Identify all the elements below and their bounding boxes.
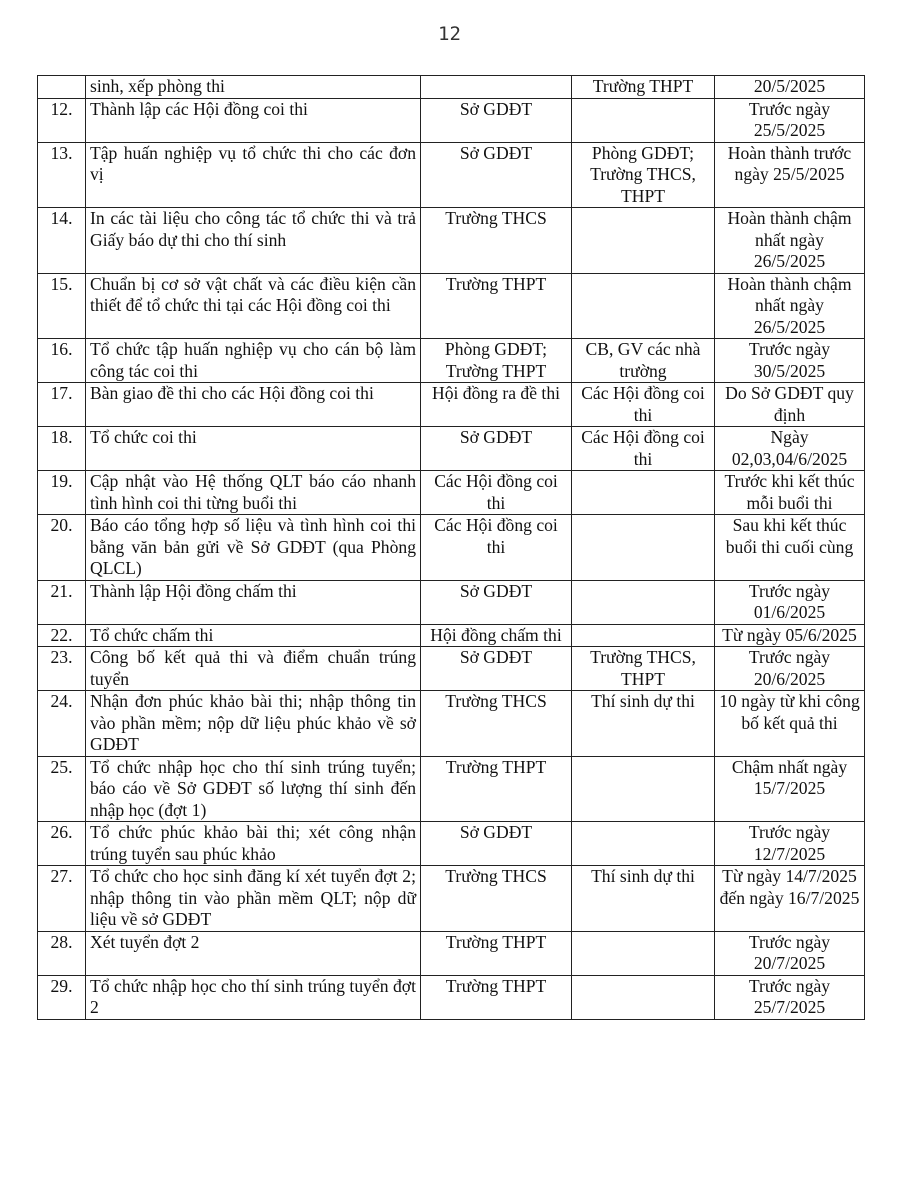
deadline-cell: Từ ngày 14/7/2025 đến ngày 16/7/2025 [715, 866, 865, 932]
task-cell: In các tài liệu cho công tác tổ chức thi và trả Giấy báo dự thi cho thí sinh [86, 208, 421, 274]
row-number: 26. [38, 822, 86, 866]
row-number: 28. [38, 931, 86, 975]
schedule-table-body [38, 76, 865, 1020]
lead-unit-cell: Trường THCS [421, 691, 572, 757]
row-number: 13. [38, 142, 86, 208]
task-cell: Tổ chức tập huấn nghiệp vụ cho cán bộ làm công tác coi thi [86, 339, 421, 383]
lead-unit-cell: Trường THPT [421, 931, 572, 975]
task-cell: Tổ chức cho học sinh đăng kí xét tuyển đợt 2; nhập thông tin vào phần mềm QLT; nộp dữ liệu về sở GDĐT [86, 866, 421, 932]
deadline-cell: Trước ngày 20/6/2025 [715, 647, 865, 691]
deadline-cell: Hoàn thành chậm nhất ngày 26/5/2025 [715, 208, 865, 274]
row-number: 19. [38, 471, 86, 515]
task-cell: Cập nhật vào Hệ thống QLT báo cáo nhanh tình hình coi thi từng buổi thi [86, 471, 421, 515]
task-cell: sinh, xếp phòng thi [86, 76, 421, 99]
deadline-cell: Hoàn thành trước ngày 25/5/2025 [715, 142, 865, 208]
coordinating-unit-cell [572, 756, 715, 822]
row-number: 20. [38, 515, 86, 581]
task-cell: Tập huấn nghiệp vụ tổ chức thi cho các đơn vị [86, 142, 421, 208]
task-cell: Chuẩn bị cơ sở vật chất và các điều kiện cần thiết để tổ chức thi tại các Hội đồng coi thi [86, 273, 421, 339]
row-number [38, 76, 86, 99]
lead-unit-cell: Trường THPT [421, 756, 572, 822]
table-row [38, 515, 865, 581]
lead-unit-cell: Sở GDĐT [421, 822, 572, 866]
table-row [38, 931, 865, 975]
lead-unit-cell: Phòng GDĐT; Trường THPT [421, 339, 572, 383]
deadline-cell: 10 ngày từ khi công bố kết quả thi [715, 691, 865, 757]
coordinating-unit-cell [572, 580, 715, 624]
table-row [38, 339, 865, 383]
lead-unit-cell: Trường THPT [421, 273, 572, 339]
coordinating-unit-cell [572, 624, 715, 647]
lead-unit-cell: Trường THCS [421, 866, 572, 932]
task-cell: Xét tuyển đợt 2 [86, 931, 421, 975]
task-cell: Tổ chức nhập học cho thí sinh trúng tuyển; báo cáo về Sở GDĐT số lượng thí sinh đến nhập học (đợt 1) [86, 756, 421, 822]
deadline-cell: Trước khi kết thúc mỗi buổi thi [715, 471, 865, 515]
table-row [38, 624, 865, 647]
row-number: 29. [38, 975, 86, 1019]
deadline-cell: Trước ngày 30/5/2025 [715, 339, 865, 383]
row-number: 21. [38, 580, 86, 624]
task-cell: Thành lập các Hội đồng coi thi [86, 98, 421, 142]
table-row [38, 383, 865, 427]
row-number: 12. [38, 98, 86, 142]
row-number: 18. [38, 427, 86, 471]
row-number: 16. [38, 339, 86, 383]
deadline-cell: Hoàn thành chậm nhất ngày 26/5/2025 [715, 273, 865, 339]
deadline-cell: Trước ngày 12/7/2025 [715, 822, 865, 866]
coordinating-unit-cell [572, 822, 715, 866]
table-row [38, 427, 865, 471]
task-cell: Tổ chức nhập học cho thí sinh trúng tuyển đợt 2 [86, 975, 421, 1019]
table-row [38, 975, 865, 1019]
deadline-cell: Trước ngày 25/7/2025 [715, 975, 865, 1019]
row-number: 25. [38, 756, 86, 822]
task-cell: Nhận đơn phúc khảo bài thi; nhập thông tin vào phần mềm; nộp dữ liệu phúc khảo về sở GDĐT [86, 691, 421, 757]
row-number: 22. [38, 624, 86, 647]
coordinating-unit-cell [572, 208, 715, 274]
table-row [38, 691, 865, 757]
table-row [38, 98, 865, 142]
coordinating-unit-cell: CB, GV các nhà trường [572, 339, 715, 383]
lead-unit-cell: Hội đồng ra đề thi [421, 383, 572, 427]
deadline-cell: Trước ngày 25/5/2025 [715, 98, 865, 142]
page-number: 12 [438, 23, 461, 45]
coordinating-unit-cell: Trường THPT [572, 76, 715, 99]
row-number: 24. [38, 691, 86, 757]
deadline-cell: Chậm nhất ngày 15/7/2025 [715, 756, 865, 822]
coordinating-unit-cell: Thí sinh dự thi [572, 866, 715, 932]
coordinating-unit-cell [572, 931, 715, 975]
task-cell: Bàn giao đề thi cho các Hội đồng coi thi [86, 383, 421, 427]
task-cell: Công bố kết quả thi và điểm chuẩn trúng tuyển [86, 647, 421, 691]
deadline-cell: Ngày 02,03,04/6/2025 [715, 427, 865, 471]
row-number: 14. [38, 208, 86, 274]
lead-unit-cell: Các Hội đồng coi thi [421, 515, 572, 581]
deadline-cell: Từ ngày 05/6/2025 [715, 624, 865, 647]
table-row [38, 208, 865, 274]
lead-unit-cell: Trường THPT [421, 975, 572, 1019]
lead-unit-cell: Sở GDĐT [421, 98, 572, 142]
deadline-cell: Trước ngày 01/6/2025 [715, 580, 865, 624]
coordinating-unit-cell: Các Hội đồng coi thi [572, 427, 715, 471]
row-number: 15. [38, 273, 86, 339]
table-row [38, 142, 865, 208]
row-number: 17. [38, 383, 86, 427]
schedule-table [37, 75, 865, 1020]
coordinating-unit-cell [572, 471, 715, 515]
task-cell: Tổ chức coi thi [86, 427, 421, 471]
coordinating-unit-cell: Thí sinh dự thi [572, 691, 715, 757]
coordinating-unit-cell: Trường THCS, THPT [572, 647, 715, 691]
lead-unit-cell: Sở GDĐT [421, 647, 572, 691]
coordinating-unit-cell: Các Hội đồng coi thi [572, 383, 715, 427]
lead-unit-cell: Các Hội đồng coi thi [421, 471, 572, 515]
table-row [38, 866, 865, 932]
coordinating-unit-cell: Phòng GDĐT; Trường THCS, THPT [572, 142, 715, 208]
deadline-cell: Trước ngày 20/7/2025 [715, 931, 865, 975]
table-row [38, 273, 865, 339]
row-number: 23. [38, 647, 86, 691]
deadline-cell: Do Sở GDĐT quy định [715, 383, 865, 427]
coordinating-unit-cell [572, 975, 715, 1019]
table-row [38, 471, 865, 515]
lead-unit-cell: Trường THCS [421, 208, 572, 274]
task-cell: Thành lập Hội đồng chấm thi [86, 580, 421, 624]
table-row [38, 580, 865, 624]
task-cell: Tổ chức chấm thi [86, 624, 421, 647]
deadline-cell: 20/5/2025 [715, 76, 865, 99]
coordinating-unit-cell [572, 515, 715, 581]
lead-unit-cell: Hội đồng chấm thi [421, 624, 572, 647]
lead-unit-cell: Sở GDĐT [421, 580, 572, 624]
task-cell: Báo cáo tổng hợp số liệu và tình hình coi thi bằng văn bản gửi về Sở GDĐT (qua Phòng QLCL) [86, 515, 421, 581]
table-row [38, 647, 865, 691]
lead-unit-cell: Sở GDĐT [421, 427, 572, 471]
table-row [38, 76, 865, 99]
table-row [38, 756, 865, 822]
row-number: 27. [38, 866, 86, 932]
table-row [38, 822, 865, 866]
lead-unit-cell [421, 76, 572, 99]
coordinating-unit-cell [572, 273, 715, 339]
deadline-cell: Sau khi kết thúc buổi thi cuối cùng [715, 515, 865, 581]
task-cell: Tổ chức phúc khảo bài thi; xét công nhận trúng tuyển sau phúc khảo [86, 822, 421, 866]
coordinating-unit-cell [572, 98, 715, 142]
lead-unit-cell: Sở GDĐT [421, 142, 572, 208]
